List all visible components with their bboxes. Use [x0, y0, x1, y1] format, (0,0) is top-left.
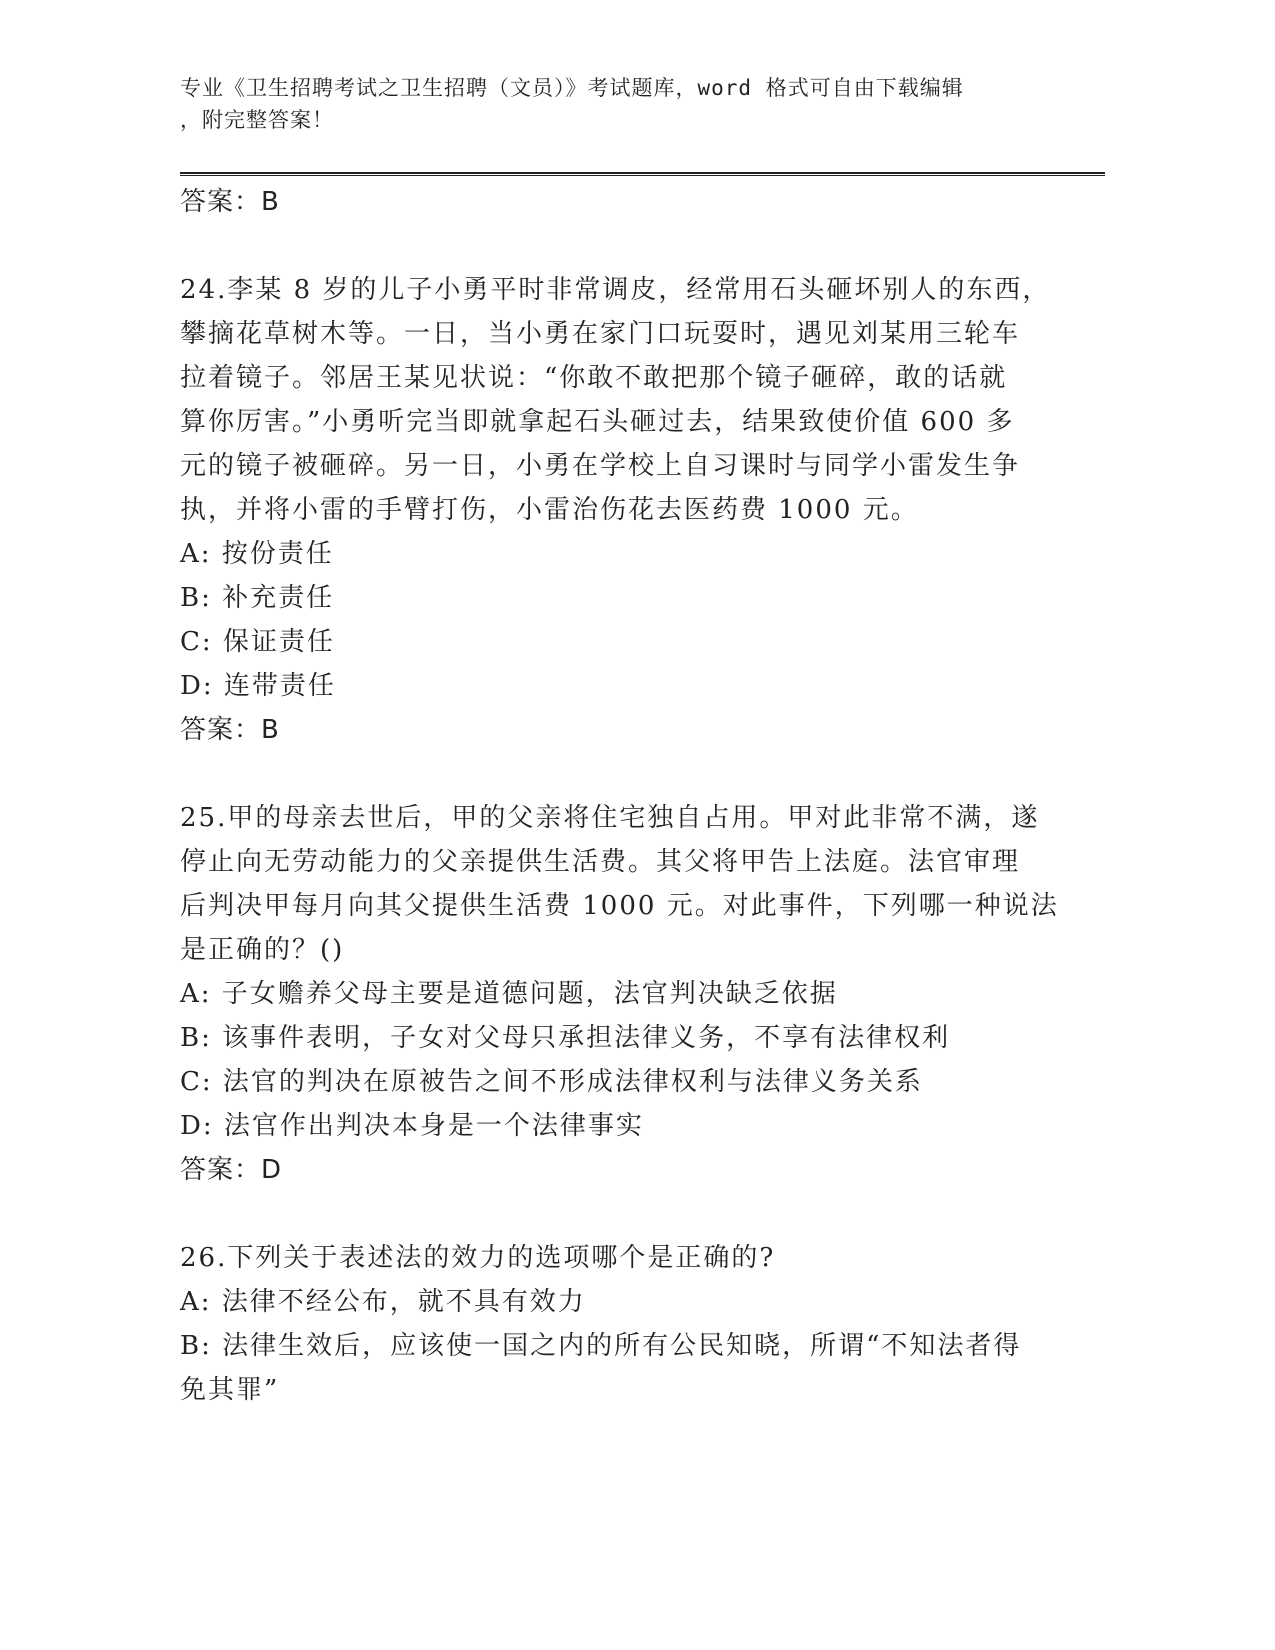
question-stem-line: 攀摘花草树木等。一日，当小勇在家门口玩耍时，遇见刘某用三轮车 [180, 319, 1021, 349]
question-stem-line: 拉着镜子。邻居王某见状说：“你敢不敢把那个镜子砸碎，敢的话就 [180, 363, 1008, 393]
question-stem-line: 26.下列关于表述法的效力的选项哪个是正确的? [180, 1243, 776, 1273]
spacer [180, 752, 1040, 796]
header-line-2: ，附完整答案！ [180, 108, 334, 132]
answer-label: 答案：D [180, 1155, 283, 1185]
option-b: B: 补充责任 [180, 583, 335, 613]
question-stem-line: 是正确的？() [180, 935, 345, 965]
spacer [180, 1192, 1040, 1236]
question-block [180, 796, 1059, 1192]
option-b: B: 该事件表明，子女对父母只承担法律义务，不享有法律权利 [180, 1023, 951, 1053]
document-header [180, 72, 1060, 136]
question-stem-line: 25.甲的母亲去世后，甲的父亲将住宅独自占用。甲对此非常不满，遂 [180, 803, 1040, 833]
option-d: D: 法官作出判决本身是一个法律事实 [180, 1111, 644, 1141]
option-d: D: 连带责任 [180, 671, 336, 701]
option-c: C: 法官的判决在原被告之间不形成法律权利与法律义务关系 [180, 1067, 923, 1097]
header-line-1: 专业《卫生招聘考试之卫生招聘（文员）》考试题库，word 格式可自由下载编辑 [180, 76, 964, 100]
spacer [180, 224, 1040, 268]
option-b-continued: 免其罪” [180, 1375, 280, 1405]
question-block [180, 1236, 1040, 1412]
option-b: B: 法律生效后，应该使一国之内的所有公民知晓，所谓“不知法者得 [180, 1331, 1022, 1361]
question-stem-line: 算你厉害。”小勇听完当即就拿起石头砸过去，结果致使价值 600 多 [180, 407, 1015, 437]
option-a: A: 按份责任 [180, 539, 334, 569]
header-divider [180, 172, 1105, 176]
option-c: C: 保证责任 [180, 627, 335, 657]
question-stem-line: 停止向无劳动能力的父亲提供生活费。其父将甲告上法庭。法官审理 [180, 847, 1021, 877]
option-a: A: 子女赡养父母主要是道德问题，法官判决缺乏依据 [180, 979, 838, 1009]
question-block [180, 268, 1051, 752]
question-stem-line: 后判决甲每月向其父提供生活费 1000 元。对此事件，下列哪一种说法 [180, 891, 1059, 921]
question-stem-line: 24.李某 8 岁的儿子小勇平时非常调皮，经常用石头砸坏别人的东西， [180, 275, 1051, 305]
option-a: A: 法律不经公布，就不具有效力 [180, 1287, 586, 1317]
answer-label: 答案：B [180, 187, 280, 217]
question-stem-line: 执，并将小雷的手臂打伤，小雷治伤花去医药费 1000 元。 [180, 495, 919, 525]
question-stem-line: 元的镜子被砸碎。另一日，小勇在学校上自习课时与同学小雷发生争 [180, 451, 1021, 481]
answer-label: 答案：B [180, 715, 280, 745]
question-content [180, 180, 1059, 1412]
